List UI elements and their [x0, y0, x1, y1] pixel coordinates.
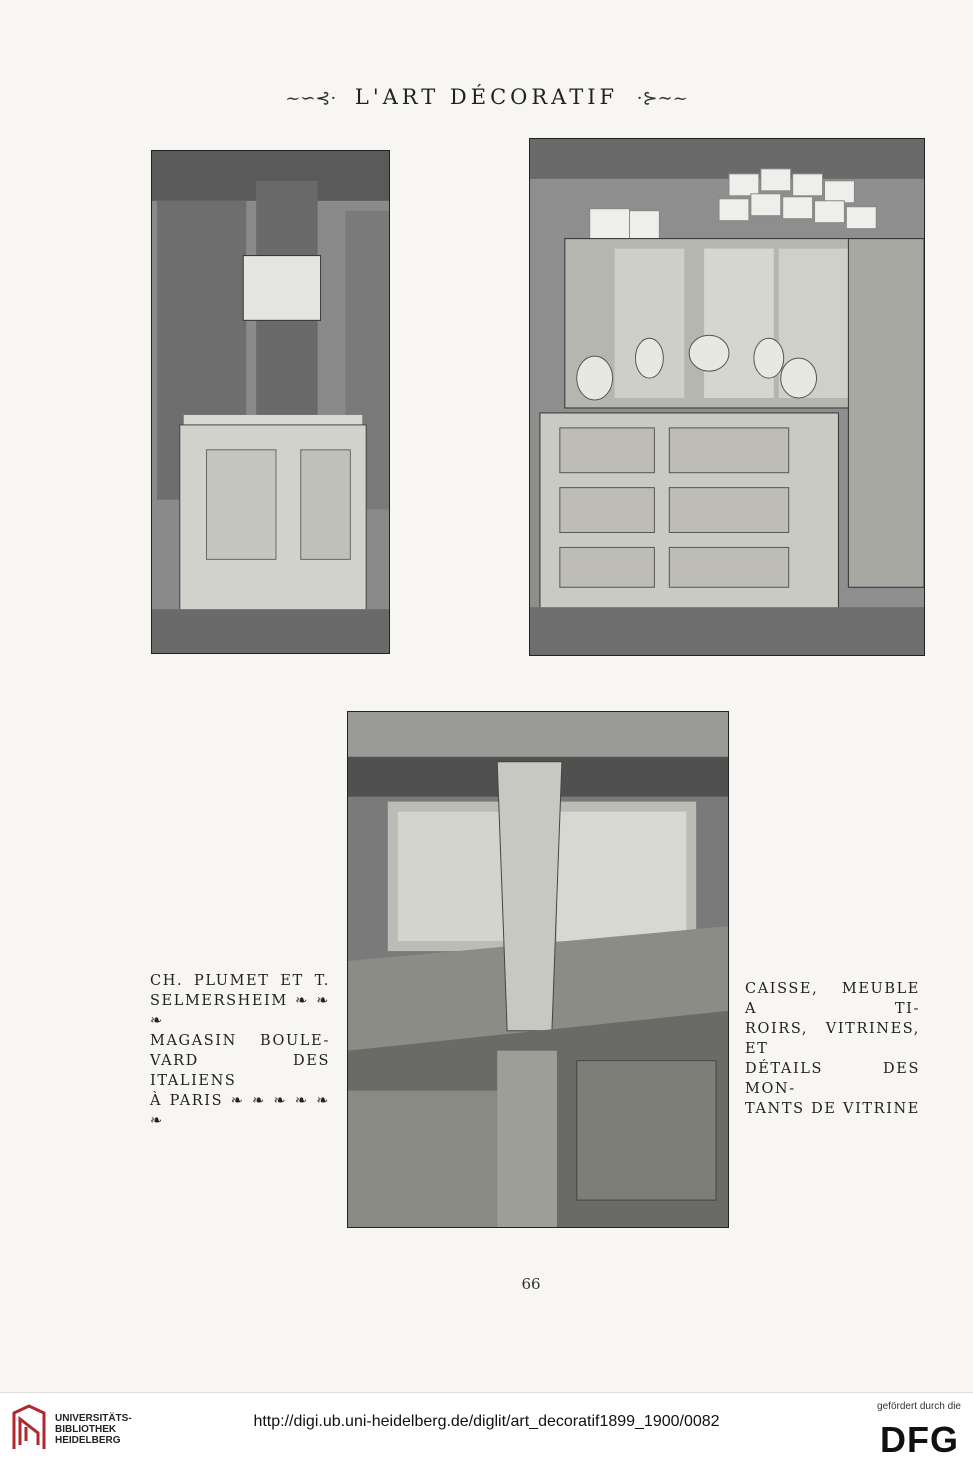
running-header: [0, 85, 973, 109]
caption-line: MAGASIN BOULE-: [150, 1033, 330, 1049]
caption-line: ROIRS, VITRINES, ET: [745, 1021, 920, 1057]
caption-line: VARD DES ITALIENS: [150, 1053, 330, 1089]
ornament-right: ·⊱∼~: [636, 88, 688, 109]
caption-line: SELMERSHEIM ❧ ❧ ❧: [150, 993, 330, 1029]
caption-right: [745, 979, 920, 1119]
photo-drawer-cabinet: [529, 138, 925, 656]
funded-by-label: gefördert durch die: [877, 1401, 961, 1412]
page-number: 66: [521, 1275, 541, 1293]
caption-line: TANTS DE VITRINE: [745, 1101, 920, 1117]
caption-line: À PARIS ❧ ❧ ❧ ❧ ❧ ❧: [150, 1093, 330, 1129]
ornament-left: ~∽⊰·: [285, 88, 337, 109]
photo-cash-desk: [151, 150, 390, 654]
caption-left: [150, 971, 330, 1131]
viewer-footer: [0, 1392, 973, 1464]
caption-line: DÉTAILS DES MON-: [745, 1061, 920, 1097]
photo-column-detail: [347, 711, 729, 1228]
caption-line: CAISSE, MEUBLE A TI-: [745, 981, 920, 1017]
journal-title: L'ART DÉCORATIF: [354, 85, 619, 109]
permalink-url[interactable]: http://digi.ub.uni-heidelberg.de/diglit/art_decoratif1899_1900/0082: [253, 1413, 720, 1430]
caption-line: CH. PLUMET ET T.: [150, 973, 330, 989]
library-line: UNIVERSITÄTS-: [55, 1413, 132, 1424]
library-line: BIBLIOTHEK: [55, 1424, 117, 1435]
library-line: HEIDELBERG: [55, 1435, 121, 1446]
dfg-logo: DFG: [880, 1419, 959, 1460]
